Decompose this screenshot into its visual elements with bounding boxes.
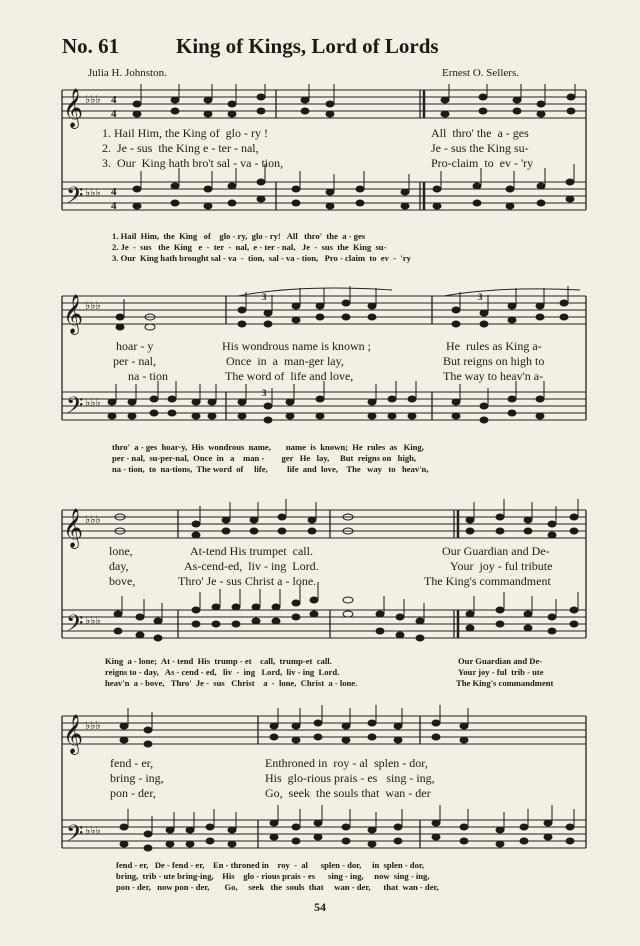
verse-1-line: hoar - y — [116, 339, 154, 353]
bass-lyric-line: heav'n a - bove, Thro' Je - sus Christ a - lone, Christ a - lone. — [105, 678, 358, 688]
svg-text:4: 4 — [111, 94, 117, 106]
svg-text:♭♭♭: ♭♭♭ — [85, 615, 101, 627]
bass-lyric-line: na - tion, to na-tions, The word of life, life and love, The way to heav'n, — [112, 464, 429, 474]
svg-text:♭♭♭: ♭♭♭ — [85, 720, 101, 732]
svg-text:𝄞: 𝄞 — [63, 88, 84, 128]
verse-3-line: na - tion — [128, 369, 168, 383]
bass-lyric-line: King a - lone; At - tend His trump - et call, trump-et call. — [105, 656, 332, 666]
bass-lyric-line: bring, trib - ute bring-ing, His glo - rious prais - es sing - ing, now sing - ing, — [116, 871, 430, 881]
verse-1-line: Our Guardian and De- — [442, 544, 550, 558]
svg-text:𝄞: 𝄞 — [63, 508, 84, 548]
verse-1-line: 1. Hail Him, the King of glo - ry ! — [102, 126, 268, 140]
music-system-4 — [0, 702, 640, 892]
bass-lyric-line: 2. Je - sus the King e - ter - nal, e - ter - nal, Je - sus the King su- — [112, 242, 387, 252]
composer-credit: Ernest O. Sellers. — [442, 67, 519, 79]
bass-lyric-line: 1. Hail Him, the King of glo - ry, glo - ry! All thro' the a - ges — [112, 231, 366, 241]
hymn-number: No. 61 — [62, 34, 120, 58]
music-system-3 — [0, 494, 640, 690]
verse-2-line: bring - ing, — [110, 771, 164, 785]
verse-3-line: The word of life and love, — [225, 369, 354, 383]
svg-text:𝄢: 𝄢 — [66, 611, 84, 642]
verse-2-line: per - nal, — [113, 354, 156, 368]
verse-1-line: Enthroned in roy - al splen - dor, — [265, 756, 428, 770]
bass-lyric-line: 3. Our King hath brought sal - va - tion, sal - va - tion, Pro - claim to ev - 'ry — [112, 253, 411, 263]
svg-text:♭♭♭: ♭♭♭ — [85, 397, 101, 409]
svg-text:3: 3 — [262, 292, 267, 302]
svg-text:4: 4 — [111, 200, 117, 212]
bass-lyric-line: Our Guardian and De- — [458, 656, 543, 666]
hymn-title: King of Kings, Lord of Lords — [176, 34, 439, 58]
bass-lyric-line: fend - er, De - fend - er, En - throned in roy - al splen - dor, in splen - dor, — [116, 860, 425, 870]
lyricist-credit: Julia H. Johnston. — [88, 67, 167, 79]
page-number: 54 — [314, 900, 326, 914]
verse-3-line: Go, seek the souls that wan - der — [265, 786, 431, 800]
svg-text:♭♭♭: ♭♭♭ — [85, 300, 101, 312]
bass-lyric-line: The King's commandment — [456, 678, 554, 688]
verse-2-line: Je - sus the King su- — [431, 141, 529, 155]
bass-lyric-line: reigns to - day, As - cend - ed, liv - ing Lord, liv - ing Lord. — [105, 667, 340, 677]
verse-1-line: All thro' the a - ges — [431, 126, 529, 140]
music-system-2 — [0, 286, 640, 476]
svg-text:♭♭♭: ♭♭♭ — [85, 187, 101, 199]
verse-3-line: pon - der, — [110, 786, 156, 800]
svg-text:𝄢: 𝄢 — [66, 393, 84, 424]
music-system-1 — [0, 84, 640, 270]
svg-text:𝄢: 𝄢 — [66, 183, 84, 214]
bass-lyric-line: per - nal, su-per-nal, Once in a man - ger He lay, But reigns on high, — [112, 453, 417, 463]
verse-1-line: lone, — [109, 544, 133, 558]
verse-3-line: Thro' Je - sus Christ a - lone. — [178, 574, 317, 588]
verse-1-line: He rules as King a- — [446, 339, 542, 353]
svg-text:♭♭♭: ♭♭♭ — [85, 94, 101, 106]
verse-3-line: Pro-claim to ev - 'ry — [431, 156, 534, 170]
svg-text:𝄞: 𝄞 — [63, 294, 84, 334]
svg-text:4: 4 — [111, 108, 117, 120]
svg-text:♭♭♭: ♭♭♭ — [85, 825, 101, 837]
verse-3-line: The way to heav'n a- — [443, 369, 544, 383]
verse-1-line: At-tend His trumpet call. — [190, 544, 313, 558]
verse-2-line: His glo-rious prais - es sing - ing, — [265, 771, 435, 785]
svg-text:𝄢: 𝄢 — [66, 821, 84, 852]
verse-2-line: Your joy - ful tribute — [450, 559, 553, 573]
verse-3-line: The King's commandment — [424, 574, 551, 588]
verse-2-line: As-cend-ed, liv - ing Lord. — [184, 559, 319, 573]
verse-3-line: 3. Our King hath bro't sal - va - tion, — [102, 156, 284, 170]
svg-text:♭♭♭: ♭♭♭ — [85, 514, 101, 526]
svg-text:𝄞: 𝄞 — [63, 714, 84, 754]
verse-2-line: But reigns on high to — [443, 354, 545, 368]
verse-2-line: Once in a man-ger lay, — [226, 354, 344, 368]
bass-lyric-line: pon - der, now pon - der, Go, seek the souls that wan - der, that wan - der, — [116, 882, 439, 892]
verse-1-line: His wondrous name is known ; — [222, 339, 371, 353]
svg-text:4: 4 — [111, 186, 117, 198]
verse-3-line: bove, — [109, 574, 136, 588]
verse-1-line: fend - er, — [110, 756, 154, 770]
verse-2-line: day, — [109, 559, 129, 573]
bass-lyric-line: thro' a - ges hoar-y, His wondrous name, name is known; He rules as King, — [112, 442, 424, 452]
svg-text:3: 3 — [262, 388, 267, 398]
verse-2-line: 2. Je - sus the King e - ter - nal, — [102, 141, 259, 155]
bass-lyric-line: Your joy - ful trib - ute — [458, 667, 544, 677]
svg-text:3: 3 — [478, 292, 483, 302]
